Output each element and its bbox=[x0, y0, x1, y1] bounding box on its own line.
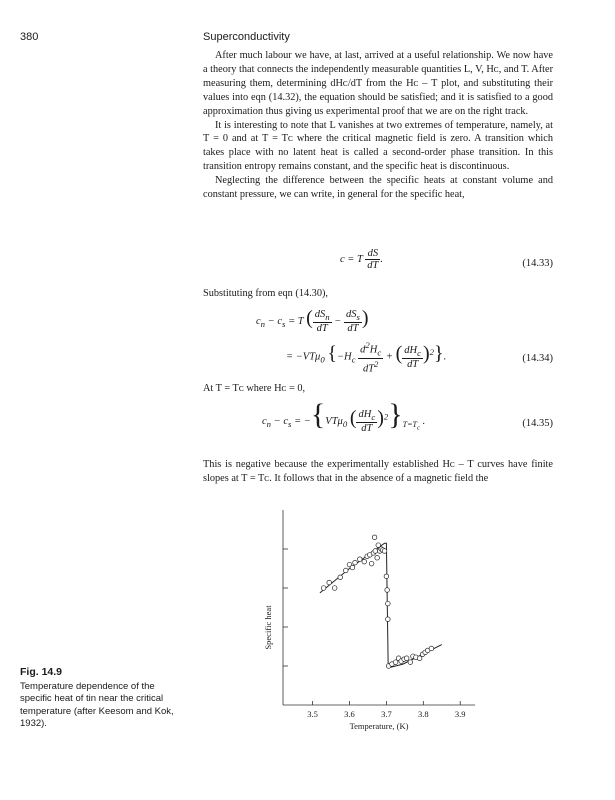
data-point bbox=[429, 646, 434, 651]
x-tick-label: 3.7 bbox=[381, 709, 392, 719]
figure-caption bbox=[20, 666, 180, 731]
x-tick-label: 3.5 bbox=[307, 709, 318, 719]
figure-label: Fig. 14.9 bbox=[20, 666, 63, 678]
at-condition-line: At T = Tᴄ where Hᴄ = 0, bbox=[203, 383, 306, 394]
body-text-top bbox=[203, 49, 553, 202]
data-point bbox=[404, 656, 409, 661]
page-number: 380 bbox=[20, 31, 39, 43]
data-point bbox=[393, 660, 398, 665]
fit-curve bbox=[320, 543, 442, 668]
data-point bbox=[350, 565, 355, 570]
data-point bbox=[353, 560, 358, 565]
data-point bbox=[327, 580, 332, 585]
x-tick-label: 3.8 bbox=[417, 709, 429, 719]
x-tick-label: 3.6 bbox=[344, 709, 355, 719]
data-point bbox=[386, 601, 391, 606]
data-point bbox=[408, 660, 413, 665]
substituting-line: Substituting from eqn (14.30), bbox=[203, 288, 328, 299]
data-point bbox=[376, 543, 381, 548]
x-tick-label: 3.9 bbox=[454, 709, 466, 719]
x-axis-label: Temperature, (K) bbox=[349, 721, 409, 731]
data-point bbox=[369, 561, 374, 566]
equation-14-34-number: (14.34) bbox=[522, 353, 553, 364]
data-point bbox=[332, 586, 337, 591]
data-point bbox=[385, 588, 390, 593]
data-point bbox=[375, 555, 380, 560]
equation-14-35-number: (14.35) bbox=[522, 418, 553, 429]
chapter-title: Superconductivity bbox=[203, 31, 290, 43]
equation-14-34-line-2: = −VTμ$_0$ {$-H_c$ $\frac{d^2H_c}{dT^2}$ + ( $\frac{dH_c}{dT}$ )$^2$}. bbox=[286, 340, 447, 375]
data-point bbox=[338, 575, 343, 580]
data-point bbox=[362, 559, 367, 564]
data-point bbox=[343, 568, 348, 573]
data-point bbox=[372, 535, 377, 540]
equation-14-35: $c_n - c_s = -\{VT\mu_0$ ( $\frac{dH_c}{dT}$ )$^2\}_{T=T_c}$ . bbox=[262, 398, 426, 435]
data-point bbox=[417, 656, 422, 661]
data-point bbox=[384, 574, 389, 579]
data-point bbox=[321, 586, 326, 591]
figure-caption-text: Temperature dependence of the specific heat of tin near the critical temperature (after Keesom and Kok, 1932). bbox=[20, 680, 174, 729]
paragraph-3: Neglecting the difference between the specific heats at constant volume and constant pressure, we can write, in general for the specific heat, bbox=[203, 175, 553, 201]
paragraph-2: It is interesting to note that L vanishes at two extremes of temperature, namely, at T = 0 and at T = Tᴄ where the critical magnetic field is zero. A transition which takes place with no latent heat is called a second-order phase transition. In this transition entropy remains constant, and the specific heat is discontinuous. bbox=[203, 119, 553, 173]
paragraph-1: After much labour we have, at last, arrived at a useful relationship. We now have a theory that connects the independently measurable quantities L, V, Hᴄ, and T. After measuring them, determining dHᴄ/dT from the Hᴄ – T plot, and substituting their values into eqn (14.32), the equation should be satisfied; and it is satisfied to a good approximation thus giving us experimental proof that we are on the right track. bbox=[203, 50, 553, 117]
equation-14-33-number: (14.33) bbox=[522, 258, 553, 269]
data-point bbox=[358, 557, 363, 562]
data-point bbox=[386, 617, 391, 622]
body-text-bottom bbox=[203, 458, 553, 486]
y-axis-label: Specific heat bbox=[263, 605, 273, 650]
data-point bbox=[373, 549, 378, 554]
equation-14-33: c = T $\frac{dS}{dT}$ . bbox=[340, 248, 383, 271]
paragraph-4: This is negative because the experimentally established Hᴄ – T curves have finite slopes at T = Tᴄ. It follows that in the absence of a magnetic field the bbox=[203, 459, 553, 484]
equation-14-34-line-1: $c_n - c_s = T$ ( $\frac{dS_n}{dT}$ − $\frac{dS_s}{dT}$ ) bbox=[256, 307, 369, 335]
data-point bbox=[382, 549, 387, 554]
specific-heat-chart bbox=[255, 500, 485, 745]
